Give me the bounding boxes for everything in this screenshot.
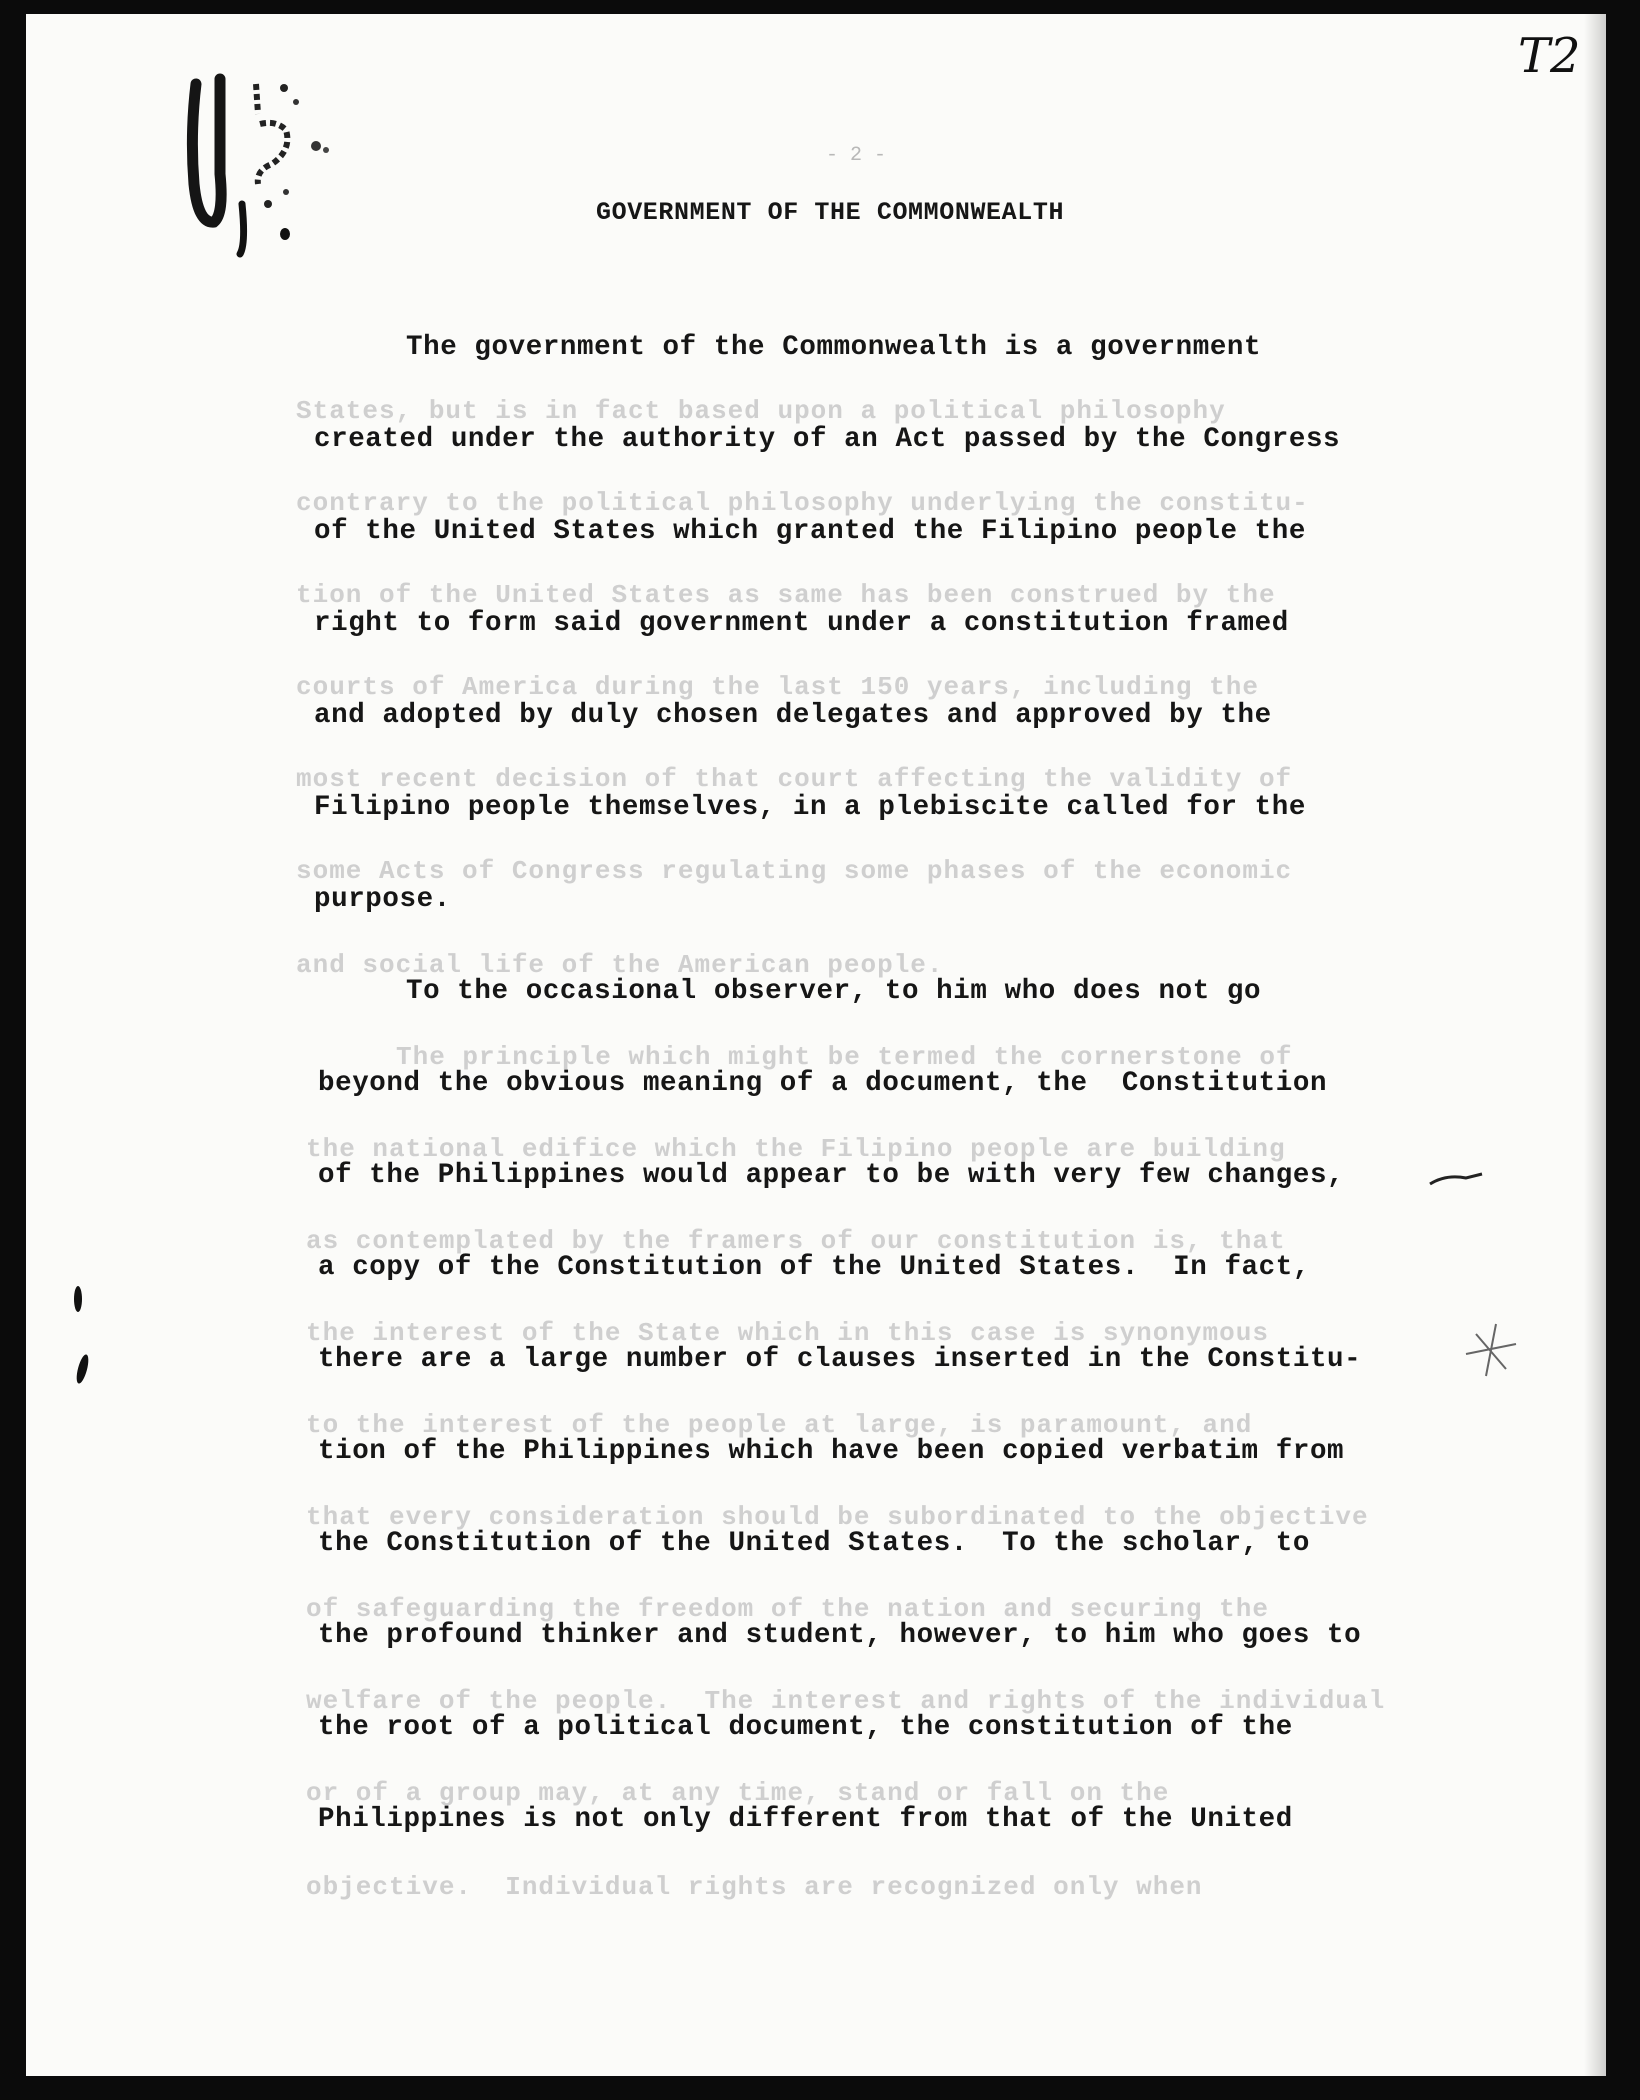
- margin-pen-mark: [1456, 1314, 1526, 1384]
- text-line: To the occasional observer, to him who does not go: [406, 976, 1262, 1007]
- text-line: Filipino people themselves, in a plebiscite called for the: [314, 792, 1306, 823]
- ink-speck: [280, 228, 290, 240]
- text-line: created under the authority of an Act passed by the Congress: [314, 424, 1341, 455]
- margin-pen-mark: [1426, 1164, 1486, 1194]
- text-line: the root of a political document, the constitution of the: [318, 1712, 1293, 1743]
- ghost-line: The principle which might be termed the cornerstone of: [396, 1042, 1293, 1072]
- page-number-mark: - 2 -: [826, 144, 887, 167]
- ghost-line: of safeguarding the freedom of the nation and securing the: [306, 1594, 1269, 1624]
- text-line: the profound thinker and student, however, to him who goes to: [318, 1620, 1362, 1651]
- text-line: a copy of the Constitution of the United States. In fact,: [318, 1252, 1310, 1283]
- text-line: tion of the Philippines which have been copied verbatim from: [318, 1436, 1345, 1467]
- ink-stamp-mark: [176, 54, 416, 264]
- ghost-line: that every consideration should be subordinated to the objective: [306, 1502, 1369, 1532]
- text-line: purpose.: [314, 884, 451, 915]
- ghost-line: or of a group may, at any time, stand or fall on the: [306, 1778, 1170, 1808]
- ghost-line: tion of the United States as same has been construed by the: [296, 580, 1276, 610]
- text-line: of the Philippines would appear to be with very few changes,: [318, 1160, 1345, 1191]
- ghost-line: courts of America during the last 150 years, including the: [296, 672, 1259, 702]
- text-line: and adopted by duly chosen delegates and approved by the: [314, 700, 1272, 731]
- ghost-line: welfare of the people. The interest and rights of the individual: [306, 1686, 1386, 1716]
- text-line: the Constitution of the United States. To the scholar, to: [318, 1528, 1310, 1559]
- ghost-line: contrary to the political philosophy underlying the constitu-: [296, 488, 1309, 518]
- corner-handwritten-mark: T2: [1518, 28, 1581, 84]
- ink-speck: [74, 1353, 90, 1384]
- ghost-line: some Acts of Congress regulating some phases of the economic: [296, 856, 1293, 886]
- text-line: beyond the obvious meaning of a document, the Constitution: [318, 1068, 1328, 1099]
- text-line: Philippines is not only different from that of the United: [318, 1804, 1293, 1835]
- ink-speck: [74, 1286, 82, 1312]
- ghost-line: and social life of the American people.: [296, 950, 944, 980]
- document-page: [26, 14, 1606, 2076]
- ghost-line: States, but is in fact based upon a political philosophy: [296, 396, 1226, 426]
- ghost-line: most recent decision of that court affecting the validity of: [296, 764, 1293, 794]
- ghost-line: to the interest of the people at large, is paramount, and: [306, 1410, 1253, 1440]
- page-edge-shadow: [1584, 14, 1606, 2076]
- ghost-line: objective. Individual rights are recognized only when: [306, 1872, 1203, 1902]
- ghost-line: the national edifice which the Filipino people are building: [306, 1134, 1286, 1164]
- text-line: of the United States which granted the Filipino people the: [314, 516, 1306, 547]
- text-line: right to form said government under a constitution framed: [314, 608, 1289, 639]
- ghost-line: the interest of the State which in this case is synonymous: [306, 1318, 1269, 1348]
- page-title: GOVERNMENT OF THE COMMONWEALTH: [596, 198, 1065, 227]
- text-line: The government of the Commonwealth is a government: [406, 332, 1262, 363]
- text-line: there are a large number of clauses inserted in the Constitu-: [318, 1344, 1362, 1375]
- ghost-line: as contemplated by the framers of our constitution is, that: [306, 1226, 1286, 1256]
